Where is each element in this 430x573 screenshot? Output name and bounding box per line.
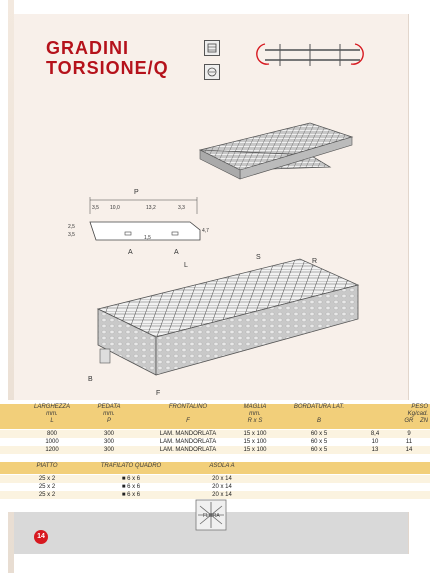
th-larghezza: LARGHEZZA mm. L [33, 404, 70, 424]
table1-cell: 1000 [45, 439, 59, 445]
table1-cell: 60 x 5 [310, 439, 328, 445]
th-bordatura: BORDATURA LAT. B [293, 404, 345, 424]
table1-cell: 60 x 5 [310, 447, 328, 453]
torsion-bar-icon [255, 36, 370, 76]
dim-4: 3,3 [178, 205, 185, 211]
label-r: R [312, 258, 318, 265]
table1-cell: 15 x 100 [243, 447, 267, 453]
table1-cell: 300 [103, 439, 114, 445]
grating-stair-icon [204, 40, 220, 56]
label-l: L [184, 262, 188, 269]
table2-cell [86, 475, 176, 483]
page-number-badge: 14 [34, 530, 48, 544]
bottom-dim: 1,5 [144, 235, 151, 241]
square-bullet-icon: ■ [121, 492, 128, 498]
table1-cell: 11 [405, 439, 413, 445]
table2-cell [86, 483, 176, 491]
title-line-1: GRADINI [46, 38, 129, 58]
dim-2: 10,0 [110, 205, 120, 211]
table1-cell: 10 [371, 439, 379, 445]
table1-cell: 1200 [45, 447, 59, 453]
table1-cell: LAM. MANDORLATA [159, 447, 217, 453]
p-label: P [134, 189, 139, 196]
a-label-1: A [128, 249, 133, 256]
table2-cell-text: 6 x 6 [127, 476, 141, 482]
th-frontalino: FRONTALINO F [168, 404, 208, 424]
table1-cell: 9 [407, 431, 411, 437]
label-b: B [88, 376, 93, 383]
table1-cell: 15 x 100 [243, 431, 267, 437]
page-title [46, 38, 169, 78]
table2-cell: 20 x 14 [212, 484, 232, 490]
table2-cell-text: 6 x 6 [127, 484, 141, 490]
th-peso: PESO Kg/cad. GR ZN [404, 404, 428, 424]
grating-panel-icon [204, 64, 220, 80]
table2-cell: 25 x 2 [38, 476, 56, 482]
left-dim-2: 3,5 [68, 232, 75, 238]
dim-3: 13,2 [146, 205, 156, 211]
th-pedata: PEDATA mm. P [97, 404, 121, 424]
th-asola: ASOLA A [209, 463, 235, 469]
dim-1: 3,5 [92, 205, 99, 211]
title-line-2: TORSIONE/Q [46, 58, 169, 78]
square-bullet-icon: ■ [121, 476, 128, 482]
logo-icon [194, 498, 228, 532]
table1-cell: 13 [371, 447, 379, 453]
right-dim: 4,7 [202, 228, 209, 234]
table1-cell: 14 [405, 447, 413, 453]
a-label-2: A [174, 249, 179, 256]
table1-cell: 15 x 100 [243, 439, 267, 445]
label-f: F [156, 390, 161, 397]
table2-cell-text: 6 x 6 [127, 492, 141, 498]
table1-cell: 300 [103, 431, 114, 437]
table1-cell: 800 [46, 431, 57, 437]
th-maglia: MAGLIA mm. R x S [243, 404, 267, 424]
table2-cell: 25 x 2 [38, 492, 56, 498]
table1-cell: LAM. MANDORLATA [159, 431, 217, 437]
table1-cell: LAM. MANDORLATA [159, 439, 217, 445]
logo-text: FLORA [203, 513, 220, 519]
table2-cell: 20 x 14 [212, 492, 232, 498]
left-dim-1: 2,5 [68, 224, 75, 230]
square-bullet-icon: ■ [121, 484, 128, 490]
label-s: S [256, 254, 261, 261]
table1-cell: 300 [103, 447, 114, 453]
table2-cell: 20 x 14 [212, 476, 232, 482]
table2-cell: 25 x 2 [38, 484, 56, 490]
table1-cell: 8,4 [370, 431, 380, 437]
th-piatto: PIATTO [36, 463, 58, 469]
th-trafilato: TRAFILATO QUADRO [100, 463, 162, 469]
table1-cell: 60 x 5 [310, 431, 328, 437]
step-grating-large [60, 245, 370, 400]
table2-cell [86, 491, 176, 499]
